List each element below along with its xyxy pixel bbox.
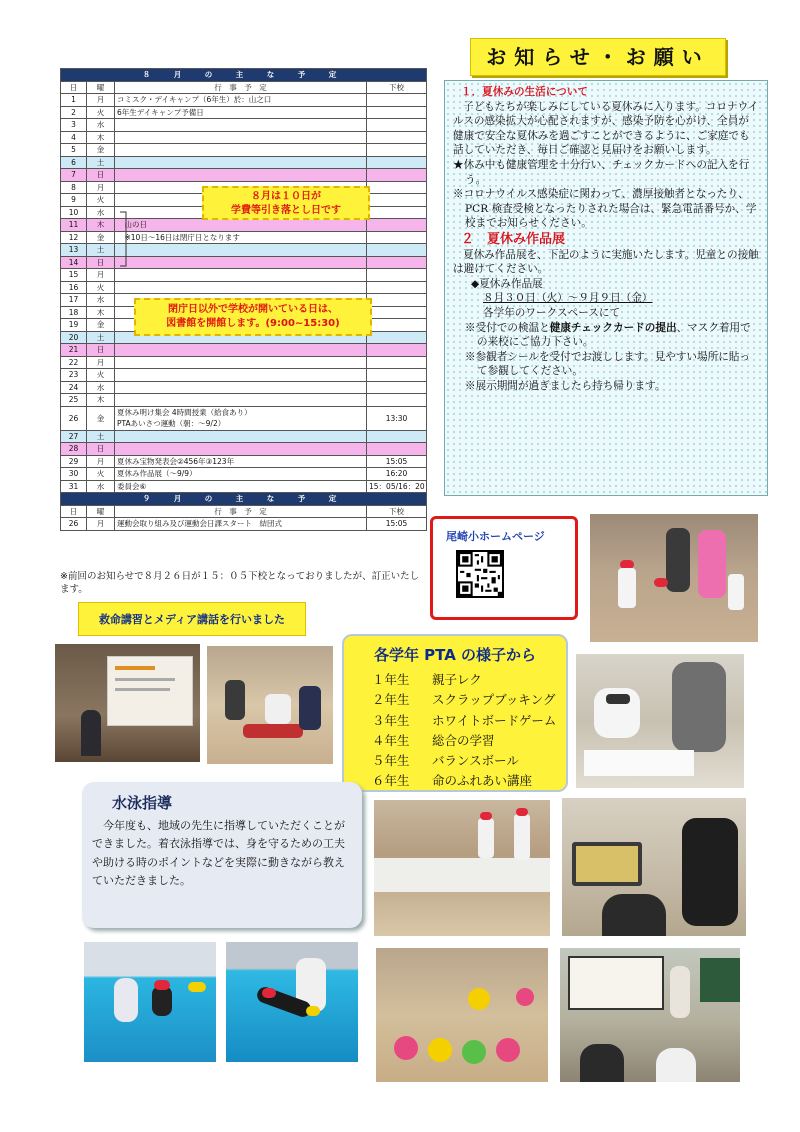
row-dismissal	[367, 131, 427, 144]
row-day: 24	[61, 381, 87, 394]
row-day: 8	[61, 181, 87, 194]
schedule-row	[61, 406, 427, 430]
row-dismissal: 13:30	[367, 406, 427, 430]
row-dismissal	[367, 430, 427, 443]
row-weekday: 水	[87, 206, 115, 219]
row-day: 1	[61, 94, 87, 107]
column-header-weekday: 曜	[87, 81, 115, 94]
row-event	[115, 394, 367, 407]
column-header-day: 日	[61, 505, 87, 518]
pta-activity: スクラップブッキング	[432, 692, 556, 708]
row-day: 9	[61, 194, 87, 207]
pta-activity-item	[372, 751, 556, 771]
row-weekday: 月	[87, 269, 115, 282]
schedule-row	[61, 106, 427, 119]
photo-grade2-scrapbooking	[576, 654, 744, 788]
row-event	[115, 219, 367, 232]
row-dismissal	[367, 194, 427, 207]
schedule-row	[61, 281, 427, 294]
library-open-line2: 図書館を開館します。(9:00~15:30)	[166, 318, 340, 329]
schedule-month-header	[61, 69, 427, 82]
pta-activity-item	[372, 670, 556, 690]
covid-report-note: ※コロナウイルス感染症に関わって、濃厚接触者となったり、PCR 検査受検となったりされた場合は、緊急電話番号か、学校までお知らせください。	[453, 188, 757, 230]
row-weekday: 水	[87, 119, 115, 132]
row-dismissal	[367, 169, 427, 182]
row-weekday: 月	[87, 455, 115, 468]
pta-activity-item	[372, 711, 556, 731]
row-dismissal: 15:05	[367, 455, 427, 468]
photo-grade3-whiteboard-game	[374, 800, 550, 936]
row-day: 16	[61, 281, 87, 294]
column-header-weekday: 曜	[87, 505, 115, 518]
row-event	[115, 244, 367, 257]
row-day: 27	[61, 430, 87, 443]
row-day: 26	[61, 518, 87, 531]
schedule-row	[61, 455, 427, 468]
row-day: 14	[61, 256, 87, 269]
photo-swimming-lesson-1	[84, 942, 216, 1062]
row-dismissal	[367, 144, 427, 157]
row-weekday: 月	[87, 94, 115, 107]
visitor-sticker-note: ※参観者シールを受付でお渡しします。見やすい場所に貼って参観してください。	[465, 350, 750, 378]
schedule-row	[61, 144, 427, 157]
row-day: 22	[61, 356, 87, 369]
pta-grade: １年生	[372, 672, 410, 687]
row-day: 18	[61, 306, 87, 319]
row-day: 2	[61, 106, 87, 119]
schedule-row	[61, 443, 427, 456]
photo-grade5-balance-ball	[376, 948, 548, 1082]
row-dismissal	[367, 231, 427, 244]
schedule-row	[61, 169, 427, 182]
notice-box	[444, 80, 768, 496]
row-day: 28	[61, 443, 87, 456]
month-title: ８ 月 の 主 な 予 定	[61, 69, 427, 82]
pta-activity: 命のふれあい講座	[432, 773, 533, 789]
row-day: 15	[61, 269, 87, 282]
library-open-line1: 閉庁日以外で学校が開いている日は、	[168, 304, 338, 315]
row-day: 26	[61, 406, 87, 430]
schedule-row	[61, 356, 427, 369]
row-weekday: 土	[87, 244, 115, 257]
row-dismissal	[367, 94, 427, 107]
photo-grade1-parent-recreation	[590, 514, 758, 642]
row-event	[115, 169, 367, 182]
tuition-debit-line1: ８月は１０日が	[251, 191, 321, 202]
pta-activity: バランスボール	[432, 753, 519, 769]
visitor-health-note	[443, 321, 759, 350]
row-dismissal	[367, 269, 427, 282]
row-event	[115, 94, 367, 107]
row-event	[115, 231, 367, 244]
row-event	[115, 455, 367, 468]
row-day: 13	[61, 244, 87, 257]
visitor-health-note-a: ※受付での検温と	[465, 321, 550, 334]
column-header-plan: 行 事 予 定	[115, 505, 367, 518]
summer-life-heading: １．夏休みの生活について	[461, 86, 588, 98]
visitor-health-note-c: 、マスク着用での来校にご協力下さい。	[477, 321, 751, 349]
row-event	[115, 430, 367, 443]
homepage-qr-code[interactable]	[456, 550, 504, 598]
row-dismissal	[367, 244, 427, 257]
row-dismissal	[367, 256, 427, 269]
schedule-column-header	[61, 81, 427, 94]
row-weekday: 日	[87, 169, 115, 182]
row-weekday: 月	[87, 181, 115, 194]
tuition-debit-line2: 学費等引き落とし日です	[231, 205, 341, 216]
row-day: 4	[61, 131, 87, 144]
row-day: 12	[61, 231, 87, 244]
row-weekday: 木	[87, 219, 115, 232]
health-check-item: ★休み中も健康管理を十分行い、チェックカードへの記入を行う。	[453, 158, 750, 186]
row-day: 17	[61, 294, 87, 307]
notice-title: お知らせ・お願い	[470, 38, 726, 76]
pta-activity-list	[372, 670, 556, 792]
row-event	[115, 156, 367, 169]
row-event-text-2: PTAあいさつ運動（朝：～9/2）	[117, 419, 226, 428]
row-day: 20	[61, 331, 87, 344]
pta-title: 各学年 PTA の様子から	[373, 646, 537, 664]
row-weekday: 火	[87, 281, 115, 294]
row-event	[115, 406, 367, 430]
row-weekday: 火	[87, 468, 115, 481]
column-header-plan: 行 事 予 定	[115, 81, 367, 94]
row-day: 29	[61, 455, 87, 468]
row-weekday: 土	[87, 156, 115, 169]
row-day: 11	[61, 219, 87, 232]
schedule-row	[61, 156, 427, 169]
row-event-text: 運動会取り組み及び運動会日課スタート 結団式	[117, 519, 282, 529]
row-day: 3	[61, 119, 87, 132]
lecture-title: 救命講習とメディア講話を行いました	[78, 602, 306, 636]
schedule-row	[61, 518, 427, 531]
row-event-text: 委員会⑥	[117, 481, 147, 491]
row-event	[115, 381, 367, 394]
row-weekday: 月	[87, 518, 115, 531]
pta-activity-item	[372, 771, 556, 791]
row-weekday: 土	[87, 331, 115, 344]
row-event	[115, 468, 367, 481]
row-weekday: 火	[87, 106, 115, 119]
row-event-text: 山の日	[117, 220, 147, 230]
row-day: 5	[61, 144, 87, 157]
row-dismissal	[367, 356, 427, 369]
row-day: 6	[61, 156, 87, 169]
row-event	[115, 443, 367, 456]
pta-grade: ６年生	[372, 773, 410, 789]
row-dismissal	[367, 181, 427, 194]
row-event-text: 夏休み作品展（～9/9）	[117, 469, 197, 479]
month-title: ９ 月 の 主 な 予 定	[61, 493, 427, 506]
row-dismissal: 15:05	[367, 518, 427, 531]
row-day: 21	[61, 344, 87, 357]
row-weekday: 金	[87, 319, 115, 332]
pta-grade: ３年生	[372, 712, 410, 728]
row-weekday: 火	[87, 369, 115, 382]
row-event	[115, 344, 367, 357]
art-exhibition-event: ◆夏休み作品展	[471, 277, 543, 290]
row-day: 31	[61, 480, 87, 493]
row-dismissal	[367, 306, 427, 319]
schedule-column-header	[61, 505, 427, 518]
art-exhibition-place: 各学年のワークスペースにて	[483, 306, 621, 319]
art-exhibition-body: 夏休み作品展を、下記のように実施いたします。児童との接触は避けてください。	[453, 248, 759, 276]
row-event	[115, 106, 367, 119]
row-weekday: 土	[87, 430, 115, 443]
row-event	[115, 518, 367, 531]
row-dismissal	[367, 319, 427, 332]
summer-life-body: 子どもたちが楽しみにしている夏休みに入ります。コロナウイルスの感染拡大が心配されますが、感染予防を心がけ、全員が健康で安全な夏休みを過ごすことができるように、ご家庭でも話していただき、毎日ご確認と見届けをお願いします。	[453, 100, 759, 157]
pta-activity: ホワイトボードゲーム	[432, 712, 557, 728]
row-event-text: コミスク・デイキャンプ（6年生）於：山之口	[117, 95, 272, 105]
row-day: 25	[61, 394, 87, 407]
row-dismissal: 16:20	[367, 468, 427, 481]
row-event-text: ※10日～16日は閉庁日となります	[117, 232, 240, 242]
row-dismissal	[367, 331, 427, 344]
row-dismissal	[367, 443, 427, 456]
photo-media-lecture	[55, 644, 200, 762]
swimming-title: 水泳指導	[112, 794, 173, 812]
closure-bracket	[112, 210, 132, 270]
row-event	[115, 356, 367, 369]
homepage-title: 尾崎小ホームページ	[446, 530, 545, 543]
schedule-row	[61, 94, 427, 107]
row-event	[115, 256, 367, 269]
pta-activity: 総合の学習	[432, 732, 495, 748]
row-weekday: 木	[87, 394, 115, 407]
pta-grade: ５年生	[372, 753, 410, 769]
column-header-dismissal: 下校	[367, 81, 427, 94]
row-day: 23	[61, 369, 87, 382]
schedule-row	[61, 430, 427, 443]
photo-grade6-life-lecture	[560, 948, 740, 1082]
schedule-row	[61, 468, 427, 481]
art-exhibition-heading: ２ 夏休み作品展	[461, 231, 566, 247]
row-weekday: 金	[87, 406, 115, 430]
row-dismissal	[367, 369, 427, 382]
row-day: 30	[61, 468, 87, 481]
row-day: 10	[61, 206, 87, 219]
schedule-row	[61, 480, 427, 493]
schedule-row	[61, 269, 427, 282]
row-weekday: 日	[87, 344, 115, 357]
schedule-row	[61, 381, 427, 394]
row-weekday: 火	[87, 194, 115, 207]
row-day: 19	[61, 319, 87, 332]
row-weekday: 水	[87, 381, 115, 394]
row-weekday: 木	[87, 131, 115, 144]
row-dismissal	[367, 206, 427, 219]
schedule-correction-note: ※前回のお知らせで８月２６日が１５：０５下校となっておりましたが、訂正いたします。	[60, 571, 420, 595]
row-dismissal	[367, 119, 427, 132]
photo-swimming-lesson-2	[226, 942, 358, 1062]
row-dismissal	[367, 106, 427, 119]
row-dismissal	[367, 219, 427, 232]
photo-grade4-integrated-study	[562, 798, 746, 936]
pta-activity: 親子レク	[432, 672, 482, 687]
takehome-note: ※展示期間が過ぎましたら持ち帰ります。	[465, 379, 666, 392]
column-header-dismissal: 下校	[367, 505, 427, 518]
pta-activity-item	[372, 690, 556, 710]
row-event-text: 6年生デイキャンプ予備日	[117, 107, 204, 117]
schedule-row	[61, 131, 427, 144]
row-weekday: 日	[87, 256, 115, 269]
row-event	[115, 369, 367, 382]
row-day: 7	[61, 169, 87, 182]
row-event	[115, 269, 367, 282]
swimming-body: 今年度も、地域の先生に指導していただくことができました。着衣泳指導では、身を守るための工夫や助ける時のポイントなどを実際に動きながら教えていただきました。	[92, 819, 345, 888]
row-weekday: 木	[87, 306, 115, 319]
schedule-row	[61, 344, 427, 357]
row-weekday: 水	[87, 294, 115, 307]
row-dismissal	[367, 394, 427, 407]
row-event	[115, 131, 367, 144]
row-dismissal	[367, 294, 427, 307]
schedule-month-header	[61, 493, 427, 506]
row-event	[115, 119, 367, 132]
schedule-row	[61, 119, 427, 132]
schedule-row	[61, 394, 427, 407]
row-dismissal	[367, 344, 427, 357]
row-dismissal	[367, 381, 427, 394]
library-open-callout	[134, 298, 372, 336]
row-weekday: 日	[87, 443, 115, 456]
row-dismissal	[367, 281, 427, 294]
art-exhibition-dates: ８月３０日（火）～９月９日（金）	[483, 292, 653, 305]
row-weekday: 金	[87, 144, 115, 157]
row-event-text: 夏休み明け集会 4時間授業（給食あり）	[117, 408, 252, 417]
pta-activity-item	[372, 731, 556, 751]
column-header-day: 日	[61, 81, 87, 94]
row-event	[115, 480, 367, 493]
photo-first-aid-training	[207, 646, 333, 764]
row-event-text: 夏休み宝物発表会②456年③123年	[117, 456, 235, 466]
visitor-health-note-b: 健康チェックカードの提出	[549, 321, 677, 334]
row-weekday: 月	[87, 356, 115, 369]
schedule-row	[61, 369, 427, 382]
tuition-debit-callout	[202, 186, 370, 220]
row-weekday: 水	[87, 480, 115, 493]
row-dismissal: 15：05/16：20	[367, 480, 427, 493]
row-dismissal	[367, 156, 427, 169]
pta-grade: ４年生	[372, 732, 410, 748]
row-event	[115, 144, 367, 157]
row-weekday: 金	[87, 231, 115, 244]
row-event	[115, 281, 367, 294]
pta-grade: ２年生	[372, 692, 410, 708]
